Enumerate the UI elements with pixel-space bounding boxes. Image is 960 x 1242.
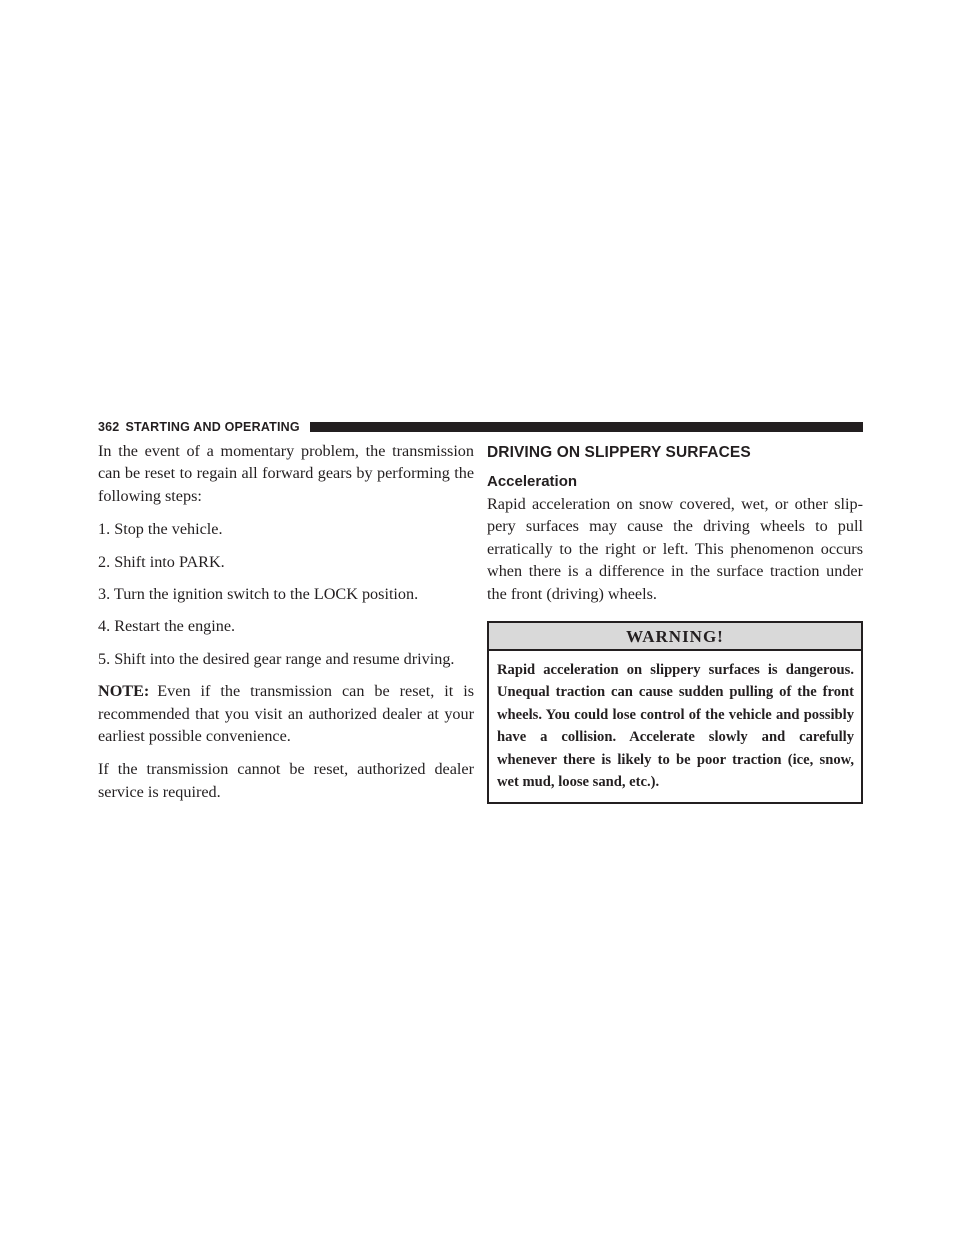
page-number: 362 [98, 420, 120, 434]
warning-text: Rapid acceleration on slippery surfaces is dangerous. Unequal traction can cause sudden pulling of the front wheels. You could lose control of the vehicle and possibly have a collision. Accelerate slowly and carefully whenever there is likely to be poor traction (ice, snow, wet mud, loose sand, etc.). [497, 662, 854, 791]
note-paragraph [98, 680, 474, 747]
closing-paragraph: If the transmission cannot be reset, authorized dealer service is required. [98, 760, 474, 801]
header-rule [310, 422, 863, 432]
warning-title: WARNING! [489, 623, 861, 651]
intro-paragraph: In the event of a momentary problem, the transmission can be reset to regain all forward gears by performing the following steps: [98, 442, 474, 505]
section-heading: DRIVING ON SLIPPERY SURFACES [487, 444, 751, 461]
subsection-heading: Acceleration [487, 473, 578, 490]
step-4: 4. Restart the engine. [98, 617, 236, 636]
note-text: Even if the transmission can be reset, it is recommended that you visit an authorized dealer at your earliest possible convenience. [98, 682, 474, 746]
section-title: STARTING AND OPERATING [125, 420, 300, 434]
header-text [98, 419, 300, 435]
step-1: 1. Stop the vehicle. [98, 520, 223, 539]
warning-box [487, 621, 863, 804]
acceleration-paragraph: Rapid acceleration on snow covered, wet, or other slip-pery surfaces may cause the driving wheels to pull erratically to the right or left. This phenomenon occurs when there is a difference in the surface traction under the front (driving) wheels. [487, 495, 863, 603]
page-header [98, 419, 863, 435]
left-column [98, 440, 474, 814]
step-5: 5. Shift into the desired gear range and resume driving. [98, 649, 455, 668]
note-label: NOTE: [98, 682, 150, 701]
step-2: 2. Shift into PARK. [98, 552, 225, 571]
step-3: 3. Turn the ignition switch to the LOCK position. [98, 585, 419, 604]
right-column [487, 440, 863, 804]
